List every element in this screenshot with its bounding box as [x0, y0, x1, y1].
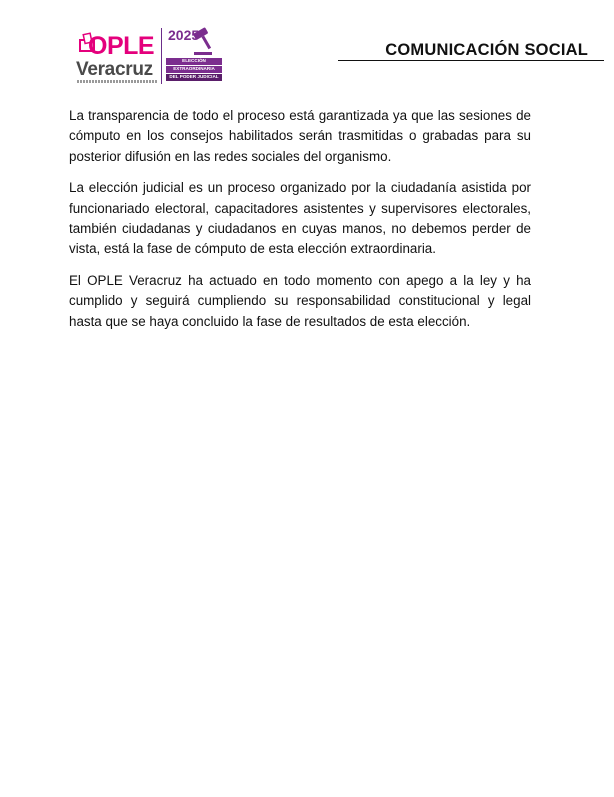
election-2025-logo: [166, 26, 220, 84]
ople-logo-tagline-mark: [77, 80, 157, 83]
section-title-text: COMUNICACIÓN SOCIAL: [385, 41, 588, 59]
paragraph-judicial-election: La elección judicial es un proceso organizado por la ciudadanía asistida por funcionariado electoral, capacitadores asistentes y supervisores electorales, también ciudadanas y ciudadanos en cuyas manos, no debemos perder de vista, está la fase de cómputo de esta elección extraordinaria.: [69, 180, 531, 257]
logo-divider: [161, 28, 162, 84]
election-line-3: DEL PODER JUDICIAL: [166, 74, 222, 81]
election-line-1: ELECCIÓN: [166, 58, 222, 65]
election-year: 2025: [168, 27, 200, 43]
ople-logo-word: OPLE: [88, 32, 155, 60]
page-header: [0, 0, 614, 100]
ople-logo-veracruz: Veracruz: [76, 59, 153, 80]
ople-veracruz-logo: [76, 26, 158, 84]
election-line-2: EXTRAORDINARIA: [166, 66, 222, 73]
paragraph-ople-commitment: El OPLE Veracruz ha actuado en todo momento con apego a la ley y ha cumplido y seguirá cumpliendo su responsabilidad constitucional y legal hasta que se haya concluido la fase de resultados de esta elección.: [69, 272, 531, 329]
paragraph-transparency: La transparencia de todo el proceso está garantizada ya que las sesiones de cómputo en los consejos habilitados serán trasmitidas o grabadas para su posterior difusión en las redes sociales del organismo.: [69, 108, 531, 164]
section-title: [338, 41, 604, 61]
document-body: [69, 106, 531, 343]
